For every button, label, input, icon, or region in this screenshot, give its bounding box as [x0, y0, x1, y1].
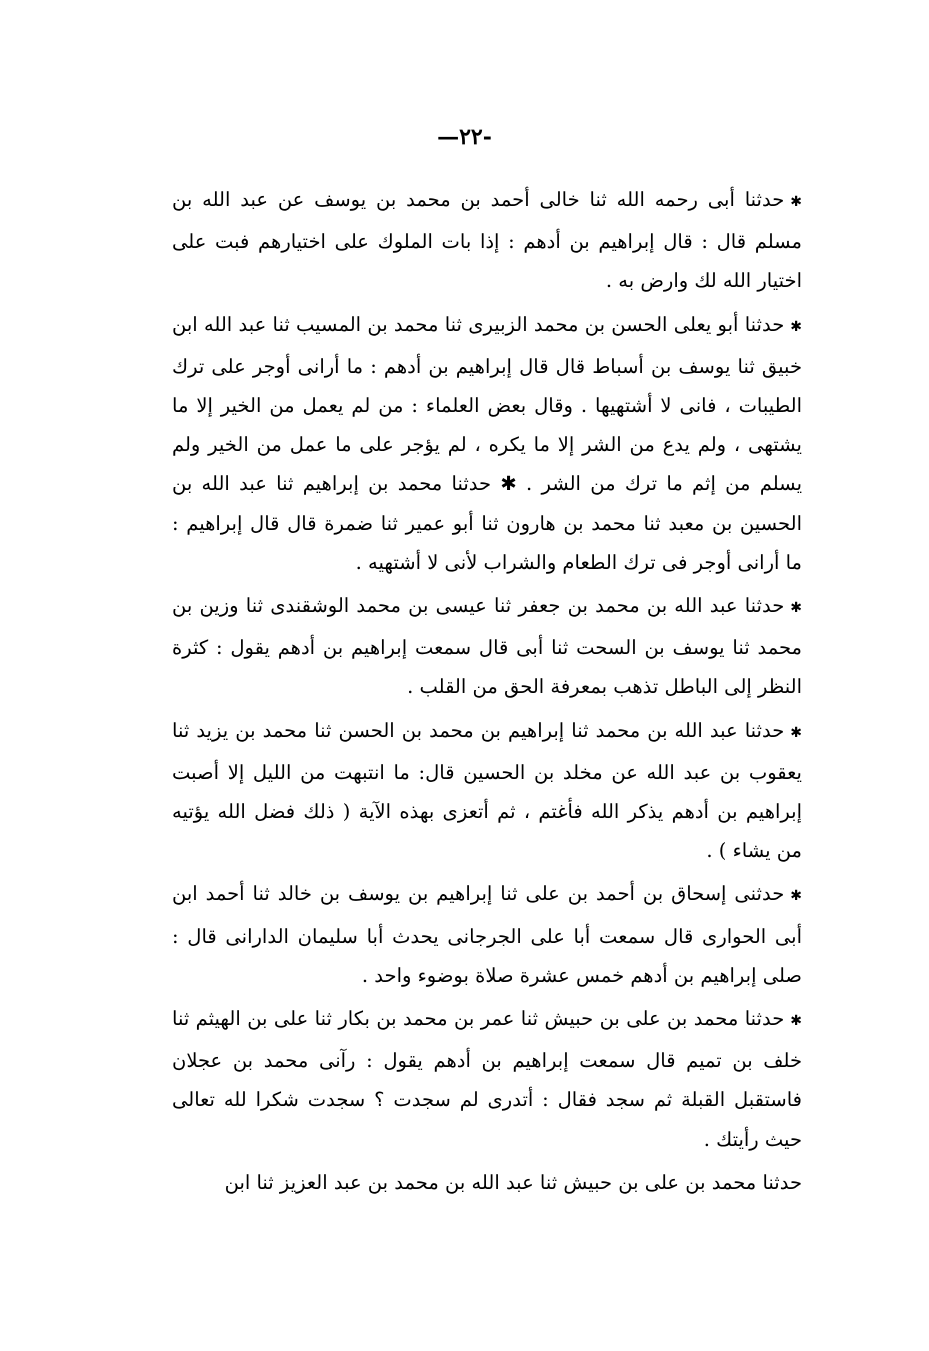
- paragraph-7: [172, 1163, 802, 1202]
- star-icon: ✱: [790, 1013, 802, 1030]
- star-icon: ✱: [790, 318, 802, 335]
- paragraph-2-text: حدثنا أبو يعلى الحسن بن محمد الزبيرى ثنا محمد بن المسيب ثنا عبد الله ابن خبيق ثنا يوسف بن أسباط قال قال إبراهيم بن أدهم : ما أرانى أوجر على ترك الطيبات ، فانى لا أشتهيها . وقال بعض العلماء : من لم يعمل من الخير إلا ما يشتهى ، ولم يدع من الشر إلا ما يكره ، لم يؤجر على ما عمل من الخير ولم يسلم من إثم ما ترك من الشر . ✱ حدثنا محمد بن إبراهيم ثنا عبد الله بن الحسين بن معبد ثنا محمد بن هارون ثنا أبو عمير ثنا ضمرة قال قال إبراهيم : ما أرانى أوجر فى ترك الطعام والشراب لأنى لا أشتهيه .: [172, 312, 802, 574]
- star-icon: ✱: [790, 600, 802, 617]
- paragraph-1: [172, 180, 802, 301]
- page-number: —٢٢-: [437, 124, 492, 150]
- star-icon: ✱: [790, 194, 802, 210]
- paragraph-5-text: حدثنى إسحاق بن أحمد بن على ثنا إبراهيم بن يوسف بن خالد ثنا أحمد ابن أبى الحوارى قال سمعت أبا على الجرجانى يحدث أبا سليمان الدارانى قال : صلى إبراهيم بن أدهم خمس عشرة صلاة بوضوء واحد .: [172, 882, 802, 987]
- paragraph-4: [172, 711, 802, 871]
- paragraph-6: [172, 999, 802, 1159]
- paragraph-7-text: حدثنا محمد بن على بن حبيش ثنا عبد الله بن محمد بن عبد العزيز ثنا ابن: [224, 1170, 802, 1194]
- paragraph-4-text: حدثنا عبد الله بن محمد ثنا إبراهيم بن محمد بن الحسن ثنا محمد بن يزيد ثنا يعقوب بن عبد الله عن مخلد بن الحسين قال: ما انتبهت من الليل إلا أصبت إبراهيم بن أدهم يذكر الله فأغتم ، ثم أتعزى بهذه الآية ( ذلك فضل الله يؤتيه من يشاء ) .: [172, 718, 802, 863]
- star-icon: ✱: [790, 888, 802, 905]
- paragraph-3-text: حدثنا عبد الله بن محمد بن جعفر ثنا عيسى بن محمد الوشقندى ثنا وزين بن محمد ثنا يوسف بن السحت ثنا أبى قال سمعت إبراهيم بن أدهم يقول : كثرة النظر إلى الباطل تذهب بمعرفة الحق من القلب .: [172, 594, 802, 699]
- paragraph-6-text: حدثنا محمد بن على بن حبيش ثنا عمر بن محمد بن بكار ثنا على بن الهيثم ثنا خلف بن تميم قال سمعت إبراهيم بن أدهم يقول : رآنى محمد بن عجلان فاستقبل القبلة ثم سجد فقال : أتدرى لم سجدت ؟ سجدت شكرا لله تعالى حيث رأيتك .: [172, 1007, 802, 1151]
- arabic-text-body: [172, 180, 802, 1206]
- paragraph-2: [172, 305, 802, 582]
- paragraph-3: [172, 586, 802, 707]
- star-icon: ✱: [790, 724, 802, 741]
- paragraph-1-text: حدثنا أبى رحمه الله ثنا خالى أحمد بن محمد بن يوسف عن عبد الله بن مسلم قال : قال إبراهيم بن أدهم : إذا بات الملوك على اختيارهم فبت على اختيار الله لك وارض به .: [172, 188, 802, 293]
- paragraph-5: [172, 874, 802, 995]
